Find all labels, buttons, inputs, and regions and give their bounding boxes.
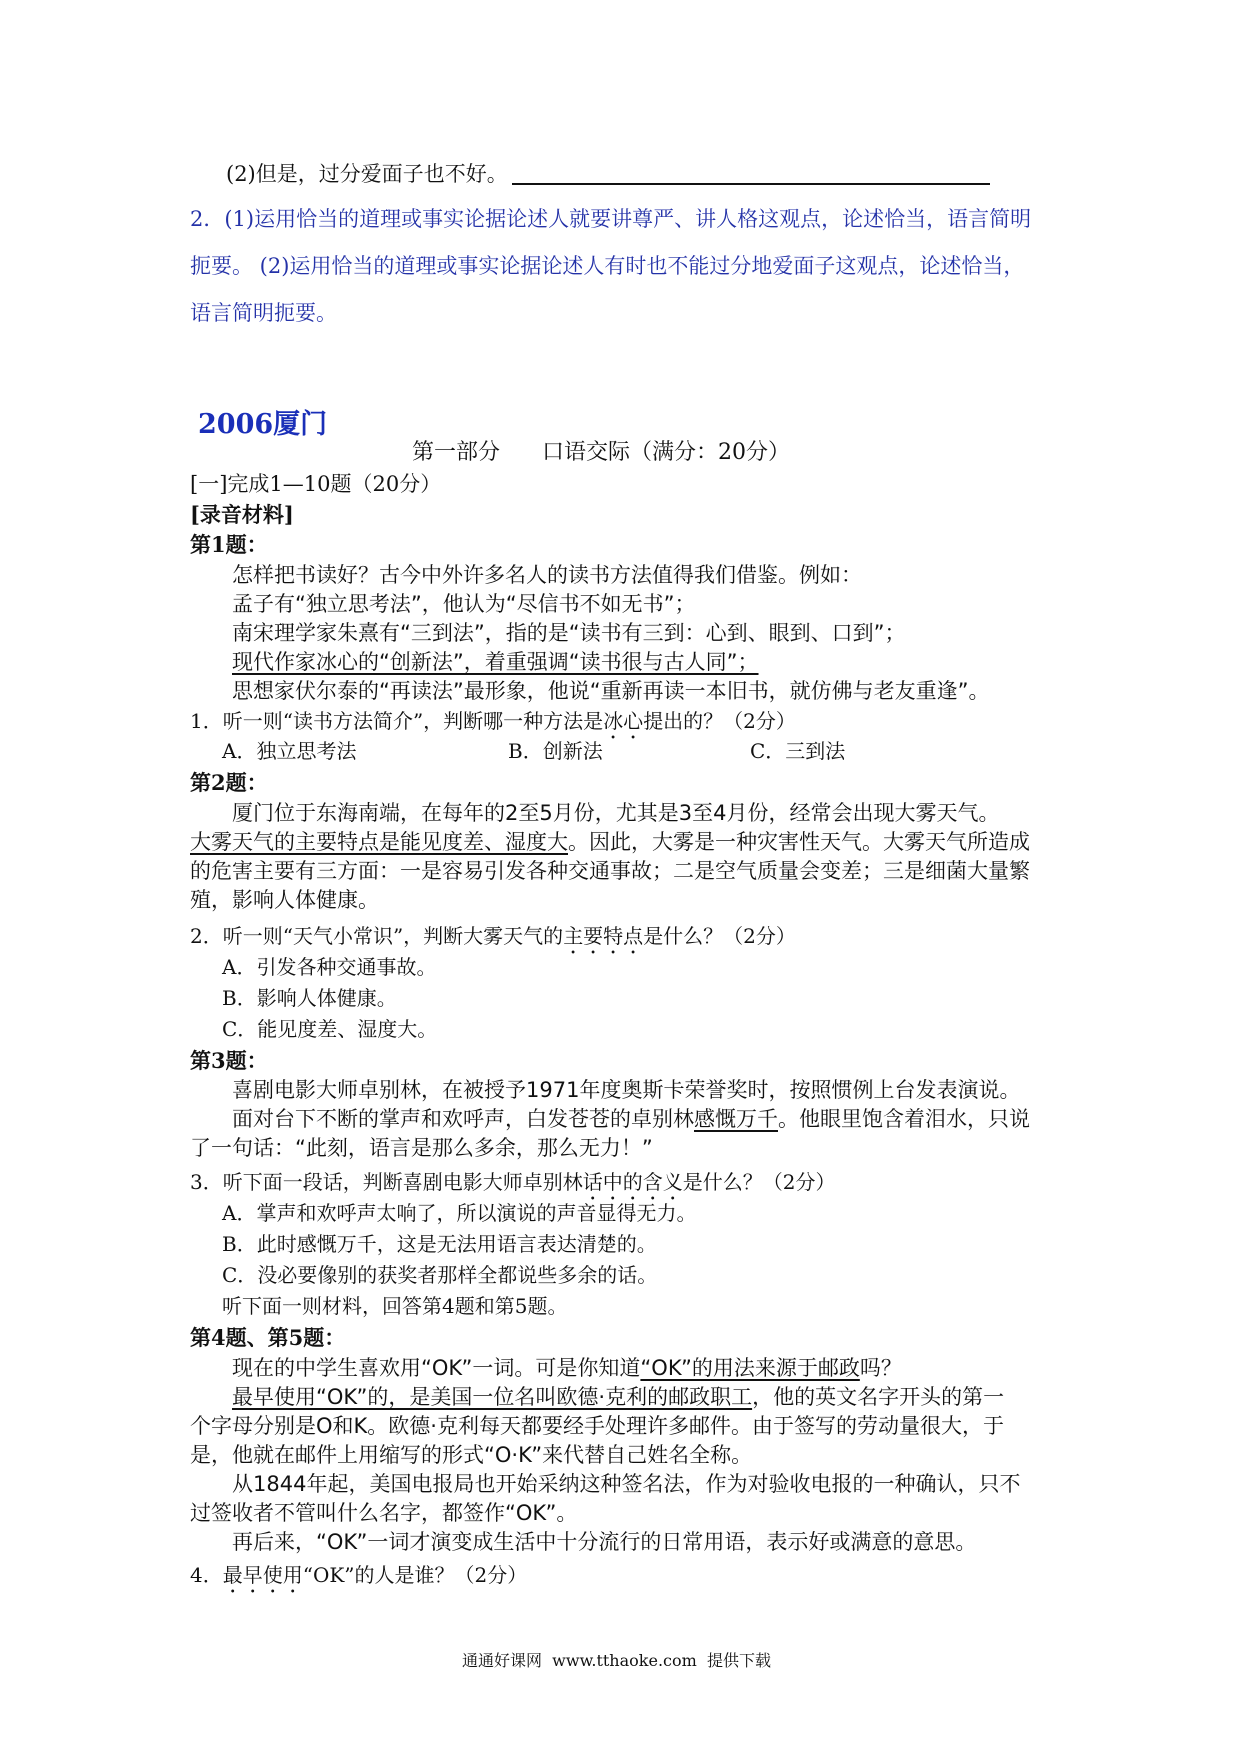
q1-paragraph-3: 南宋理学家朱熹有“三到法”，指的是“读书有三到：心到、眼到、口到”； — [232, 621, 906, 645]
q2-underlined-text: 大雾天气的主要特点是能见度差、湿度大 — [190, 830, 568, 854]
q1-paragraph-1: 怎样把书读好？古今中外许多名人的读书方法值得我们借鉴。例如： — [232, 563, 862, 587]
q2-line-1: 厦门位于东海南端，在每年的2至5月份，尤其是3至4月份，经常会出现大雾天气。 — [232, 801, 1000, 825]
answer-line-3: 语言简明扼要。 — [190, 301, 337, 325]
q1-paragraph-5: 思想家伏尔泰的“再读法”最形象，他说“重新再读一本旧书，就仿佛与老友重逢”。 — [232, 679, 990, 703]
answer-line-1: 2．(1)运用恰当的道理或事实论据论述人就要讲尊严、讲人格这观点，论述恰当，语言简明 — [190, 207, 1032, 231]
q1-option-a: A．独立思考法 — [222, 739, 357, 763]
q2-option-c: C．能见度差、湿度大。 — [222, 1017, 438, 1041]
q45-intro-note: 听下面一则材料，回答第4题和第5题。 — [222, 1294, 568, 1318]
exam-heading: 2006厦门 — [198, 409, 328, 440]
q45-line-7: 再后来，“OK”一词才演变成生活中十分流行的日常用语，表示好或满意的意思。 — [232, 1530, 977, 1554]
q2-question-text-a: 2．听一则“天气小常识”，判断大雾天气的 — [190, 924, 564, 948]
q3-option-a: A．掌声和欢呼声太响了，所以演说的声音显得无力。 — [222, 1201, 697, 1225]
question-1-label: 第1题： — [190, 532, 268, 557]
q4-question — [190, 1561, 527, 1598]
q2-option-b: B．影响人体健康。 — [222, 986, 397, 1010]
q45-line-2-b: ，他的英文名字开头的第一 — [752, 1385, 1005, 1409]
q1-question-text-a: 1．听一则“读书方法简介”，判断哪一种方法是 — [190, 709, 604, 733]
q4-question-text-b: “OK”的人是谁？（2分） — [302, 1563, 528, 1587]
q3-line-2 — [232, 1105, 1030, 1133]
q45-underlined-person: 最早使用“OK”的，是美国一位名叫欧德·克利的邮政职工 — [232, 1385, 753, 1409]
q1-paragraph-2: 孟子有“独立思考法”，他认为“尽信书不如无书”； — [232, 592, 696, 616]
q2-option-a: A．引发各种交通事故。 — [222, 955, 437, 979]
q3-option-b: B．此时感慨万千，这是无法用语言表达清楚的。 — [222, 1232, 657, 1256]
q45-line-5: 从1844年起，美国电报局也开始采纳这种签名法，作为对验收电报的一种确认，只不 — [232, 1472, 1021, 1496]
answer-line-2: 扼要。 (2)运用恰当的道理或事实论据论述人有时也不能过分地爱面子这观点，论述恰当， — [190, 254, 1025, 278]
q45-line-2 — [232, 1383, 1004, 1411]
answer-blank — [512, 183, 990, 185]
q2-question-text-b: 是什么？（2分） — [643, 924, 796, 948]
q3-option-c: C．没必要像别的获奖者那样全都说些多余的话。 — [222, 1263, 658, 1287]
q45-line-1-a: 现在的中学生喜欢用“OK”一词。可是你知道 — [232, 1356, 641, 1380]
q3-line-2-a: 面对台下不断的掌声和欢呼声，白发苍苍的卓别林 — [232, 1107, 694, 1131]
q45-line-1-b: 吗？ — [859, 1356, 902, 1380]
q3-line-2-b: 。他眼里饱含着泪水，只说 — [778, 1107, 1030, 1131]
q2-question-emphasis: 主要特点 — [563, 924, 644, 948]
q2-line-4: 殖，影响人体健康。 — [190, 888, 379, 912]
section-title: [一]完成1—10题（20分） — [190, 472, 442, 496]
part-title: 第一部分 口语交际（满分：20分） — [412, 440, 790, 465]
question-4-5-label: 第4题、第5题： — [190, 1325, 346, 1350]
q1-paragraph-4: 现代作家冰心的“创新法”，着重强调“读书很与古人同”； — [232, 650, 759, 674]
q45-underlined-origin: “OK”的用法来源于邮政 — [640, 1356, 860, 1380]
q2-line-3: 的危害主要有三方面：一是容易引发各种交通事故；二是空气质量会变差；三是细菌大量繁 — [190, 859, 1030, 883]
q3-line-3: 了一句话：“此刻，语言是那么多余，那么无力！” — [190, 1136, 653, 1160]
question-3-label: 第3题： — [190, 1048, 268, 1073]
q45-line-1 — [232, 1354, 902, 1382]
question-2-label: 第2题： — [190, 770, 268, 795]
q2-line-2 — [190, 828, 1030, 856]
page-footer: 通通好课网 www.tthaoke.com 提供下载 — [462, 1651, 771, 1670]
q3-line-1: 喜剧电影大师卓别林，在被授予1971年度奥斯卡荣誉奖时，按照惯例上台发表演说。 — [232, 1078, 1021, 1102]
q4-question-text-a: 4． — [190, 1563, 223, 1587]
material-label: [录音材料] — [190, 502, 294, 527]
q3-question-text-a: 3．听下面一段话，判断喜剧电影大师卓别林 — [190, 1170, 583, 1194]
q45-line-4: 是，他就在邮件上用缩写的形式“O·K”来代替自己姓名全称。 — [190, 1443, 753, 1467]
q2-line-2-rest: 。因此，大雾是一种灾害性天气。大雾天气所造成 — [568, 830, 1030, 854]
q1-question-emphasis: 冰心 — [603, 709, 644, 733]
q45-line-6: 过签收者不管叫什么名字，都签作“OK”。 — [190, 1501, 578, 1525]
q4-question-emphasis: 最早使用 — [222, 1563, 303, 1587]
q1-option-c: C．三到法 — [750, 739, 846, 763]
q45-line-3: 个字母分别是O和K。欧德·克利每天都要经手处理许多邮件。由于签写的劳动量很大，于 — [190, 1414, 1004, 1438]
q3-question-emphasis: 话中的含义 — [582, 1170, 683, 1194]
item-2-line: (2)但是，过分爱面子也不好。 — [226, 162, 508, 186]
q3-question-text-b: 是什么？（2分） — [682, 1170, 836, 1194]
q3-underlined-text: 感慨万千 — [694, 1107, 778, 1131]
q1-question-text-b: 提出的？（2分） — [643, 709, 796, 733]
q1-option-b: B．创新法 — [508, 739, 603, 763]
